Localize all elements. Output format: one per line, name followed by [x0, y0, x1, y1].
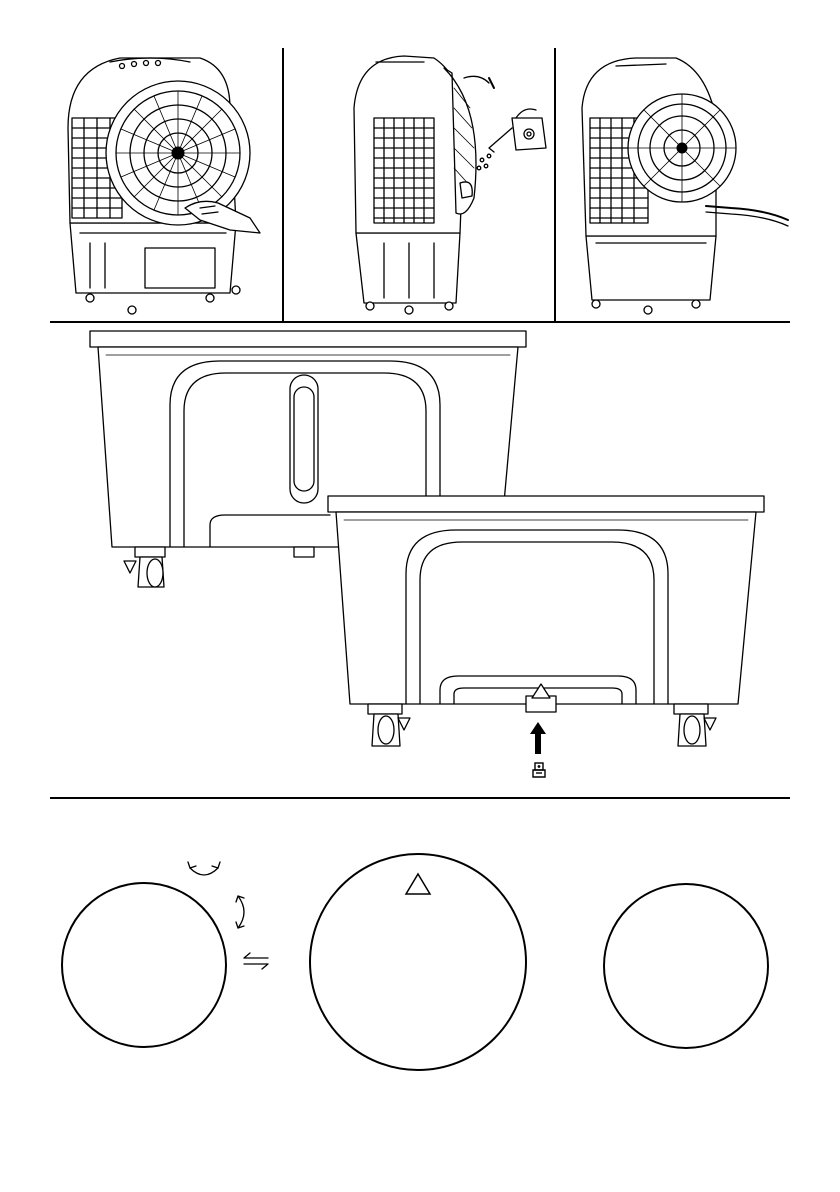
swap-arrows-icon: [240, 952, 272, 970]
illustration-cooler-back-hose: [556, 48, 790, 320]
drain-symbol-icon: [532, 762, 546, 778]
circle-right: [600, 880, 772, 1052]
up-arrow-icon: [529, 722, 547, 754]
middle-row-bottom-rule: [50, 797, 790, 799]
illustration-cooler-side-watering-can: [284, 48, 554, 320]
watering-can-icon: [489, 109, 546, 152]
top-row-bottom-rule: [50, 321, 790, 323]
circle-center: [306, 850, 530, 1076]
illustration-tank-front: [318, 490, 778, 760]
rotate-arrows-icon: [184, 860, 224, 886]
warning-triangle-icon: [406, 874, 430, 894]
rotate-arrows-icon-side: [232, 892, 254, 932]
illustration-cooler-front-hand: [50, 48, 282, 320]
